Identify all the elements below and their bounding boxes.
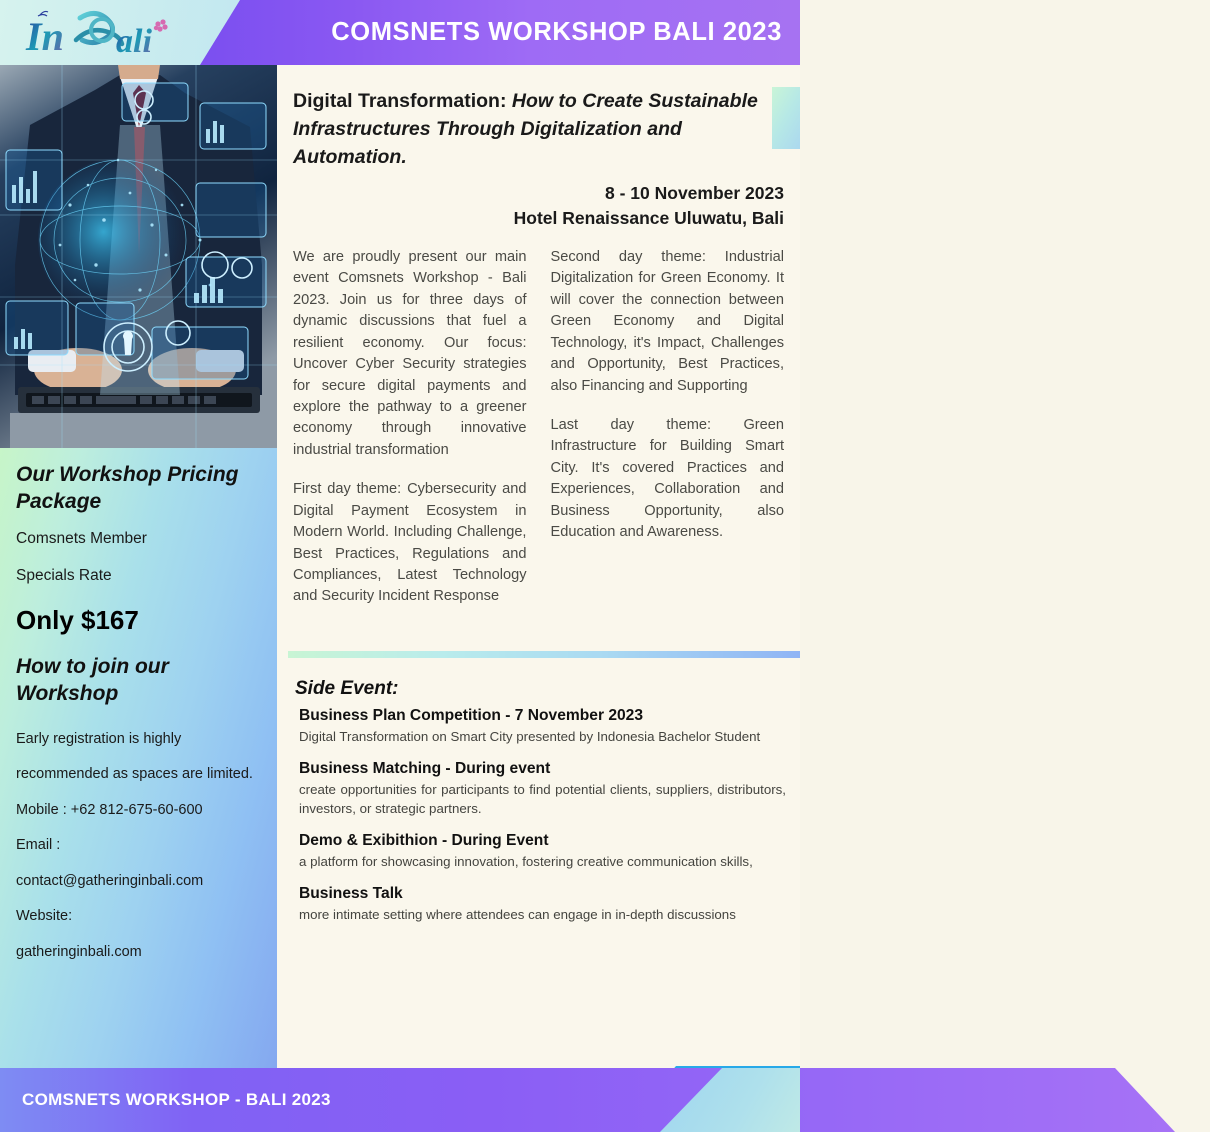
side-event-item <box>295 885 786 924</box>
footer-title: COMSNETS WORKSHOP - BALI 2023 <box>22 1090 331 1109</box>
event-title-prefix: Digital Transformation: <box>293 90 507 112</box>
description-columns <box>293 247 784 608</box>
pricing-title: Our Workshop Pricing Package <box>16 463 239 513</box>
side-event-section <box>295 678 786 939</box>
paragraph-intro: We are proudly present our main event Comsnets Workshop - Bali 2023. Join us for three days of dynamic discussions that fuel a resilient economy. Our focus: Uncover Cyber Security strategies for secure digital payments and explore the pathway to a greener economy through innovative industrial transformation <box>293 248 527 458</box>
contact-mobile[interactable]: Mobile : +62 812-675-60-600 <box>16 801 203 818</box>
event-title <box>293 87 784 171</box>
side-event-item <box>295 832 786 871</box>
side-event-desc: Digital Transformation on Smart City presented by Indonesia Bachelor Student <box>299 729 761 744</box>
contact-website[interactable]: gatheringinbali.com <box>16 943 142 960</box>
paragraph-day1: First day theme: Cybersecurity and Digital Payment Ecosystem in Modern World. Including Challenge, Best Practices, Regulations and Compliances, Latest Technology and Security Incident Response <box>293 481 527 605</box>
event-dates: 8 - 10 November 2023 <box>605 183 784 204</box>
hero-image <box>0 65 277 448</box>
join-body: Early registration is highly recommended as spaces are limited. <box>16 730 253 783</box>
side-event-title: Business Matching - During event <box>299 760 551 778</box>
svg-text:ali: ali <box>116 23 152 60</box>
page-footer <box>0 1068 800 1132</box>
join-title: How to join our Workshop <box>16 654 169 705</box>
header-title: COMSNETS WORKSHOP BALI 2023 <box>331 18 782 46</box>
side-event-heading: Side Event: <box>295 678 399 699</box>
contact-email-label: Email : <box>16 837 61 854</box>
event-meta <box>293 181 784 231</box>
section-divider <box>288 651 800 658</box>
paragraph-day3: Last day theme: Green Infrastructure for Building Smart City. It's covered Practices and Experiences, Collaboration and Business Opportunity, also Education and Awareness. <box>550 416 784 541</box>
event-venue: Hotel Renaissance Uluwatu, Bali <box>513 208 784 229</box>
side-event-desc: a platform for showcasing innovation, fostering creative communication skills, <box>299 854 753 870</box>
pricing-member-line: Comsnets Member <box>16 529 147 547</box>
pricing-amount: Only $167 <box>16 604 139 635</box>
paragraph-day2: Second day theme: Industrial Digitalization for Green Economy. It will cover the connection between Green Economy and Digital Technology, it's Impact, Challenges and Opportunity, Best Practices, also Financing and Supporting <box>550 248 784 394</box>
contact-website-label: Website: <box>16 908 73 925</box>
side-event-item <box>295 760 786 818</box>
page-header <box>0 0 800 65</box>
svg-text:In: In <box>26 14 64 59</box>
side-event-item <box>295 707 786 746</box>
description-column-left <box>293 247 527 608</box>
description-column-right <box>551 247 785 608</box>
pricing-rate-line: Specials Rate <box>16 567 112 585</box>
side-event-desc: more intimate setting where attendees can engage in in-depth discussions <box>299 907 736 923</box>
pricing-sidebar <box>0 448 277 1068</box>
event-title-italic: How to Create Sustainable Infrastructures Through Digitalization and Automation. <box>293 90 758 169</box>
main-content <box>277 65 800 1068</box>
side-event-title: Business Talk <box>299 885 403 903</box>
side-event-title: Business Plan Competition - 7 November 2023 <box>299 707 644 724</box>
contact-email[interactable]: contact@gatheringinbali.com <box>16 872 204 889</box>
side-event-title: Demo & Exibithion - During Event <box>299 832 549 850</box>
side-event-desc: create opportunities for participants to find potential clients, suppliers, distributors, investors, or strategic partners. <box>299 782 786 816</box>
inbali-logo <box>18 4 188 62</box>
